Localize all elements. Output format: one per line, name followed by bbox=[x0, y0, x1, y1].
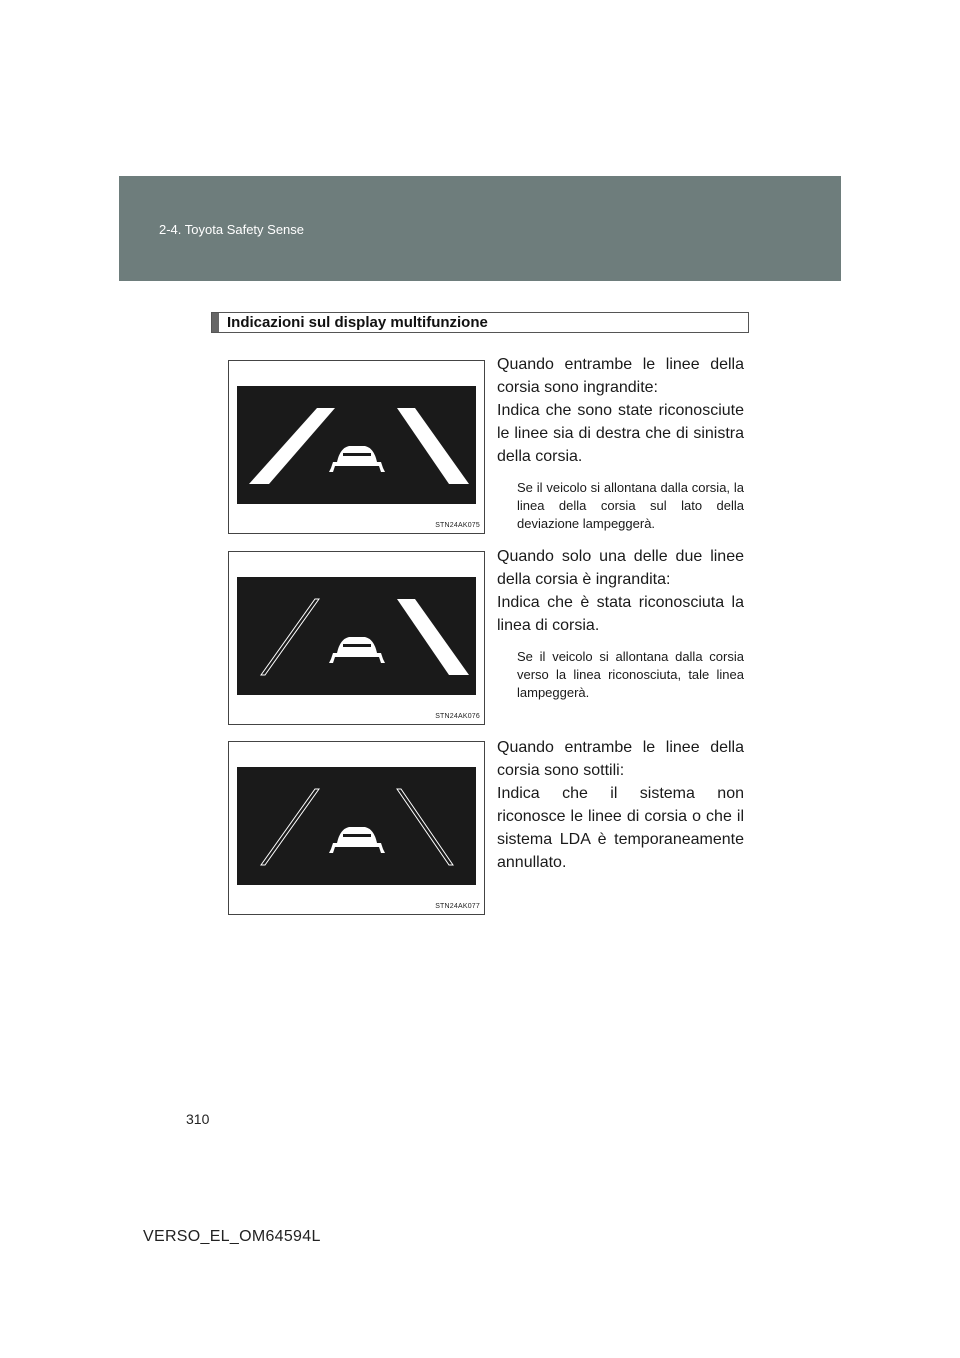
right-lane-line-thick bbox=[397, 599, 469, 675]
heading-marker bbox=[212, 313, 219, 332]
header-band bbox=[119, 176, 841, 281]
lda-display bbox=[237, 386, 476, 504]
figure-one-line-thick bbox=[228, 551, 485, 725]
page-number: 310 bbox=[186, 1111, 210, 1127]
item-1-description bbox=[497, 353, 744, 468]
section-heading bbox=[211, 312, 749, 333]
item-2-note: Se il veicolo si allontana dalla corsia verso la linea riconosciuta, tale linea lampeggerà. bbox=[517, 649, 744, 700]
left-lane-line-thick bbox=[249, 408, 335, 484]
vehicle-icon bbox=[329, 827, 385, 853]
lda-display bbox=[237, 767, 476, 885]
figure-code: STN24AK075 bbox=[435, 522, 480, 529]
item-1-meaning: Indica che sono state riconosciute le linee sia di destra che di sinistra della corsia. bbox=[497, 402, 744, 465]
figure-both-lines-thick bbox=[228, 360, 485, 534]
right-lane-line-thick bbox=[397, 408, 469, 484]
vehicle-icon bbox=[329, 446, 385, 472]
figure-both-lines-thin bbox=[228, 741, 485, 915]
item-3-description bbox=[497, 736, 744, 874]
document-code: VERSO_EL_OM64594L bbox=[143, 1228, 321, 1245]
left-lane-line-thin bbox=[261, 599, 319, 675]
item-2-condition: Quando solo una delle due linee della corsia è ingrandita: bbox=[497, 548, 744, 588]
vehicle-icon bbox=[329, 637, 385, 663]
item-3-condition: Quando entrambe le linee della corsia sono sottili: bbox=[497, 739, 744, 779]
section-label: 2-4. Toyota Safety Sense bbox=[159, 222, 305, 237]
item-2-description bbox=[497, 545, 744, 637]
right-lane-line-thin bbox=[397, 789, 453, 865]
item-1-note: Se il veicolo si allontana dalla corsia, la linea della corsia sul lato della deviazione lampeggerà. bbox=[517, 480, 744, 531]
left-lane-line-thin bbox=[261, 789, 319, 865]
item-3-meaning: Indica che il sistema non riconosce le linee di corsia o che il sistema LDA è temporaneamente annullato. bbox=[497, 785, 744, 871]
item-1-condition: Quando entrambe le linee della corsia sono ingrandite: bbox=[497, 356, 744, 396]
figure-code: STN24AK077 bbox=[435, 903, 480, 910]
lda-display bbox=[237, 577, 476, 695]
figure-code: STN24AK076 bbox=[435, 713, 480, 720]
heading-text: Indicazioni sul display multifunzione bbox=[227, 314, 488, 331]
item-2-meaning: Indica che è stata riconosciuta la linea di corsia. bbox=[497, 594, 744, 634]
